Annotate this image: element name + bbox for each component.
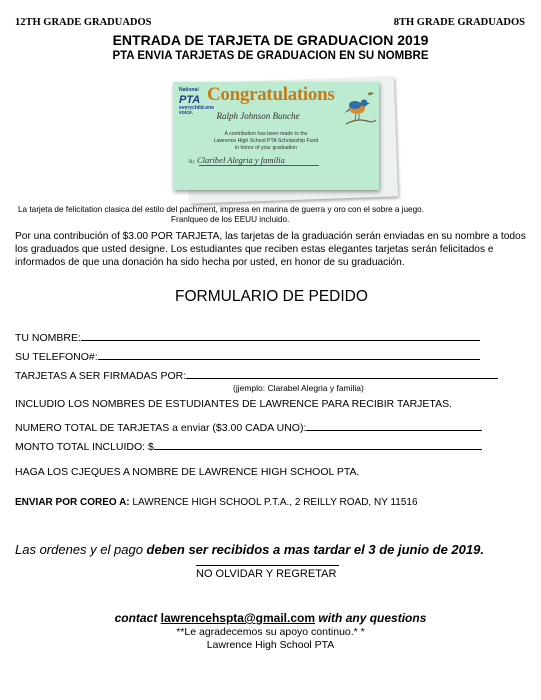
card-caption-1: La tarjeta de felicitation clasica del estilo del pachment, impresa en marina de guerra y oro con el sobre a juego. — [18, 205, 424, 214]
pta-logo-top: National — [179, 87, 199, 93]
card-by-label: By — [189, 160, 195, 165]
reminder-text: NO OLVIDAR Y REGRETAR — [196, 568, 337, 580]
signature-text: Lawrence High School PTA — [206, 639, 335, 651]
deadline-prefix: Las ordenes y el pago — [15, 542, 147, 557]
count-row — [15, 421, 482, 434]
card-caption-2: Franlqueo de los EEUU incluido. — [171, 215, 290, 224]
phone-row — [15, 350, 480, 363]
card-line-2: Lawrence High School PTA Scholarship Fund — [213, 137, 319, 144]
total-field[interactable] — [154, 440, 482, 450]
name-label: TU NOMBRE: — [15, 332, 81, 344]
page-title: ENTRADA DE TARJETA DE GRADUACION 2019 — [112, 32, 429, 48]
sign-example: (jjemplo: Clarabel Alegria y familia) — [233, 383, 364, 393]
mail-row — [15, 497, 418, 508]
name-field[interactable] — [81, 331, 480, 341]
checks-note: HAGA LOS CJEQUES A NOMBRE DE LAWRENCE HIGH SCHOOL PTA. — [15, 466, 360, 478]
intro-paragraph: Por una contribución of $3.00 POR TARJETA, las tarjetas de la graduación serán enviadas en su nombre a todos los graduados que usted designe. Los estudiantes que reciben estas elegantes tarjetas serán felicitados e informados de que una donación ha sido hecha por usted, en honor de su graduación. — [15, 231, 526, 268]
total-label: MONTO TOTAL INCLUIDO: $ — [15, 441, 154, 453]
pta-logo-main: PTA — [179, 93, 201, 106]
card-signer: Claribel Alegria y familia — [196, 155, 285, 165]
sign-row — [15, 369, 498, 382]
card-greeting: Congratulations — [207, 84, 335, 105]
grade-12-label: 12TH GRADE GRADUADOS — [15, 17, 152, 28]
grade-8-label: 8TH GRADE GRADUADOS — [393, 17, 525, 28]
contact-line — [0, 611, 541, 625]
phone-label: SU TELEFONO#: — [15, 351, 98, 363]
card-image — [173, 82, 379, 190]
thanks-text: **Le agradecemos su apoyo continuo.* * — [176, 626, 365, 638]
page-subtitle: PTA ENVIA TARJETAS DE GRADUACION EN SU NOMBRE — [112, 50, 429, 62]
include-note: INCLUDIO LOS NOMBRES DE ESTUDIANTES DE LAWRENCE PARA RECIBIR TARJETAS. — [15, 398, 452, 410]
deadline-emphasis: deben ser recibidos a mas tardar el 3 de junio de 2019. — [146, 542, 484, 557]
mail-label: ENVIAR POR COREO A: — [15, 497, 130, 508]
card-text — [191, 131, 341, 151]
card-line-1: A contribution has been made to the — [224, 131, 308, 137]
count-label: NUMERO TOTAL DE TARJETAS a enviar ($3.00 CADA UNO): — [15, 422, 307, 434]
form-heading: FORMULARIO DE PEDIDO — [175, 288, 368, 305]
card-recipient: Ralph Johnson Bunche — [216, 111, 300, 121]
card-signer-row — [189, 155, 285, 165]
pta-logo-tag: everychild.one voice. — [179, 104, 215, 117]
sign-label: TARJETAS A SER FIRMADAS POR: — [15, 370, 187, 382]
contact-email-link[interactable]: lawrencehspta@gmail.com — [160, 611, 316, 625]
count-field[interactable] — [306, 421, 482, 431]
bird-icon — [343, 88, 377, 128]
contact-suffix: with any questions — [315, 611, 427, 625]
card-line-3: in honor of your graduation — [234, 144, 297, 151]
card-signature-line — [199, 165, 319, 166]
mail-address: LAWRENCE HIGH SCHOOL P.T.A., 2 REILLY ROAD, NY 11516 — [129, 497, 418, 508]
deadline-text — [15, 542, 484, 557]
contact-prefix: contact — [114, 611, 161, 625]
name-row — [15, 331, 480, 344]
reminder-rule — [196, 565, 339, 566]
total-row — [15, 440, 482, 453]
phone-field[interactable] — [98, 350, 480, 360]
sign-field[interactable] — [186, 369, 498, 379]
